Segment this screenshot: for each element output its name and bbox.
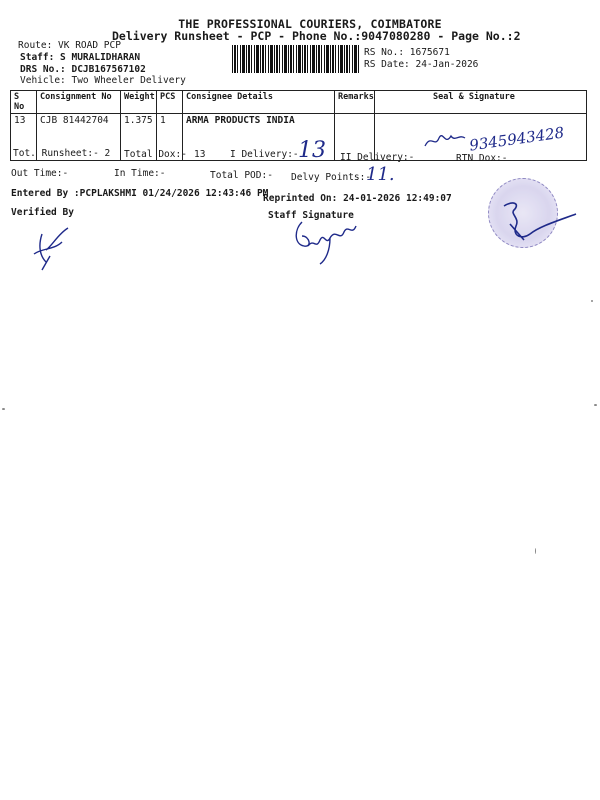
- verified-by-signature: [28, 226, 72, 274]
- rs-number: RS No.: 1675671: [364, 47, 450, 58]
- total-dox-value: 13: [194, 149, 206, 160]
- scan-speck: [535, 548, 536, 554]
- scan-speck: [594, 404, 597, 406]
- ii-delivery-label: II Delivery:-: [340, 152, 415, 163]
- total-pod-label: Total POD:-: [210, 170, 273, 181]
- scan-speck: [2, 408, 5, 410]
- reprinted-on: Reprinted On: 24-01-2026 12:49:07: [263, 193, 452, 204]
- i-delivery-label: I Delivery:-: [230, 149, 299, 160]
- route-label: Route: VK ROAD PCP: [18, 40, 121, 51]
- drs-number: DRS No.: DCJB167567102: [20, 64, 146, 75]
- cell-consignee: ARMA PRODUCTS INDIA: [183, 114, 335, 161]
- table-header-row: [11, 91, 587, 114]
- col-consignment: Consignment No: [37, 91, 121, 114]
- seal-signature-scribble: [500, 196, 580, 246]
- tot-runsheet: Tot. Runsheet:- 2: [13, 148, 111, 159]
- col-pcs: PCS: [157, 91, 183, 114]
- vehicle-label: Vehicle: Two Wheeler Delivery: [20, 75, 186, 86]
- staff-label: Staff: S MURALIDHARAN: [20, 52, 141, 63]
- in-time-label: In Time:-: [114, 168, 166, 179]
- rtn-dox-label: RTN Dox:-: [456, 153, 508, 164]
- delvy-points-handwritten: 11.: [366, 164, 395, 185]
- entered-by: Entered By :PCPLAKSHMI 01/24/2026 12:43:46 PM: [11, 188, 269, 199]
- rs-date: RS Date: 24-Jan-2026: [364, 59, 479, 70]
- staff-signature: [290, 216, 360, 268]
- col-sno: S No: [11, 91, 37, 114]
- verified-by-label: Verified By: [11, 207, 74, 218]
- col-remarks: Remarks: [335, 91, 375, 114]
- scan-speck: [591, 300, 593, 302]
- col-weight: Weight: [121, 91, 157, 114]
- col-consignee: Consignee Details: [183, 91, 335, 114]
- cell-pcs: 1: [157, 114, 183, 161]
- cell-weight: 1.375: [121, 114, 157, 161]
- i-delivery-handwritten: 13: [298, 138, 326, 163]
- total-dox-label: Total Dox:-: [124, 149, 187, 160]
- col-seal-signature: Seal & Signature: [375, 91, 587, 114]
- staff-signature-label: Staff Signature: [268, 210, 354, 221]
- out-time-label: Out Time:-: [11, 168, 69, 179]
- delvy-points-label: Delvy Points:-: [291, 172, 372, 183]
- signature-phone-number: 9345943428: [468, 123, 566, 155]
- runsheet-title: Delivery Runsheet - PCP - Phone No.:9047080280 - Page No.:2: [112, 29, 521, 43]
- barcode-image: [232, 45, 360, 73]
- cell-consignment: CJB 81442704: [37, 114, 121, 161]
- cell-sno: 13: [11, 114, 37, 161]
- company-name: THE PROFESSIONAL COURIERS, COIMBATORE: [178, 17, 442, 31]
